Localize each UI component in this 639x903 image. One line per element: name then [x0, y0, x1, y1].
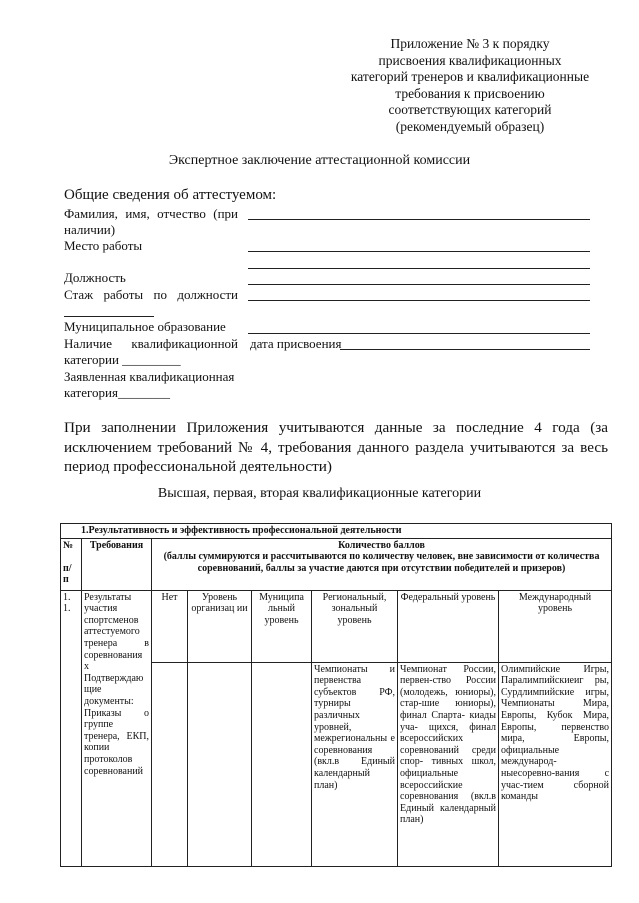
- col-header-number: № п/ п: [61, 538, 82, 590]
- empty-cell: [152, 662, 188, 866]
- points-title: Количество баллов: [338, 539, 425, 551]
- workplace-field[interactable]: [248, 251, 590, 252]
- regional-detail: Чемпионаты и первенства субъектов РФ, турниры различных уровней, межрегиональны е соревнования (вкл.в Единый календарный план): [312, 662, 398, 866]
- workplace-label: Место работы: [64, 238, 143, 253]
- row-number: 1. 1.: [61, 590, 82, 866]
- document-title: Экспертное заключение аттестационной комиссии: [168, 153, 471, 168]
- fio-field[interactable]: [248, 219, 590, 220]
- empty-cell: [188, 662, 252, 866]
- empty-cell: [252, 662, 312, 866]
- appendix-line: соответствующих категорий: [388, 102, 552, 117]
- level-federal: Федеральный уровень: [398, 590, 499, 662]
- position-field[interactable]: [248, 284, 590, 285]
- assign-date-label: дата присвоения: [250, 336, 342, 351]
- level-regional: Региональный, зональный уровень: [312, 590, 398, 662]
- appendix-header: [320, 36, 620, 135]
- declared-category-label: Заявленная квалификационная: [64, 369, 235, 384]
- experience-label: Стаж работы по должности: [64, 287, 238, 302]
- points-note: (баллы суммируются и рассчитываются по количеству человек, вне зависимости от количества соревнований, баллы за участие даются при отсутствии победителей и призеров): [163, 551, 600, 574]
- experience-field-2[interactable]: [64, 316, 154, 317]
- col-header-requirements: Требования: [82, 538, 152, 590]
- appendix-line: категорий тренеров и квалификационные: [350, 69, 590, 84]
- level-none: Нет: [152, 590, 188, 662]
- note-paragraph: При заполнении Приложения учитываются данные за последние 4 года (за исключением требований № 4, требования данного раздела учитываются за весь период профессиональной деятельности): [64, 419, 608, 475]
- has-category-label-cont: категории _________: [64, 352, 181, 367]
- appendix-line: присвоения квалификационных: [378, 52, 562, 68]
- level-organization: Уровень организац ии: [188, 590, 252, 662]
- level-international: Международный уровень: [499, 590, 612, 662]
- municipality-field[interactable]: [248, 333, 590, 334]
- section-title: 1.Результативность и эффективность профессиональной деятельности: [61, 524, 612, 539]
- municipality-label: Муниципальное образование: [64, 319, 226, 334]
- row-requirement: Результаты участия спортсменов аттестуемого тренера в соревнования х Подтверждаю щие документы: Приказы о группе тренера, ЕКП, копии протоколов соревнований: [82, 590, 152, 866]
- fio-label: Фамилия, имя, отчество (при: [64, 206, 238, 221]
- workplace-field-2[interactable]: [248, 268, 590, 269]
- appendix-line: (рекомендуемый образец): [395, 118, 545, 134]
- position-label: Должность: [64, 270, 126, 285]
- assign-date-field[interactable]: [340, 349, 590, 350]
- appendix-line: требования к присвоению: [395, 85, 545, 101]
- level-municipal: Муниципа льный уровень: [252, 590, 312, 662]
- categories-title: Высшая, первая, вторая квалификационные категории: [157, 486, 482, 501]
- federal-detail: Чемпионат России, первен-ство России (молодежь, юниоры), стар-шие юниоры), финал Спарта- киады уча- щихся, финал всероссийских соревнований среди спор- тивных школ, официальные всероссийские соревнования (вкл.в Единый календарный план): [398, 662, 499, 866]
- criteria-table: [60, 523, 612, 867]
- fio-label-cont: наличии): [64, 222, 116, 237]
- appendix-line: Приложение № 3 к порядку: [390, 36, 550, 51]
- experience-field[interactable]: [248, 300, 590, 301]
- declared-category-label-cont: категория________: [64, 385, 170, 400]
- international-detail: Олимпийские Игры, Паралимпийскиеиг ры, Сурдлимпийские игры, Чемпионаты Мира, Европы, Кубок Мира, Европы, первенство мира, Европы, официальные международ- ныесоревно-вания с учас-тием сборной команды: [499, 662, 612, 866]
- has-category-label: Наличие квалификационной: [64, 336, 238, 351]
- col-header-points: [152, 538, 612, 590]
- general-info-heading: Общие сведения об аттестуемом:: [64, 187, 277, 203]
